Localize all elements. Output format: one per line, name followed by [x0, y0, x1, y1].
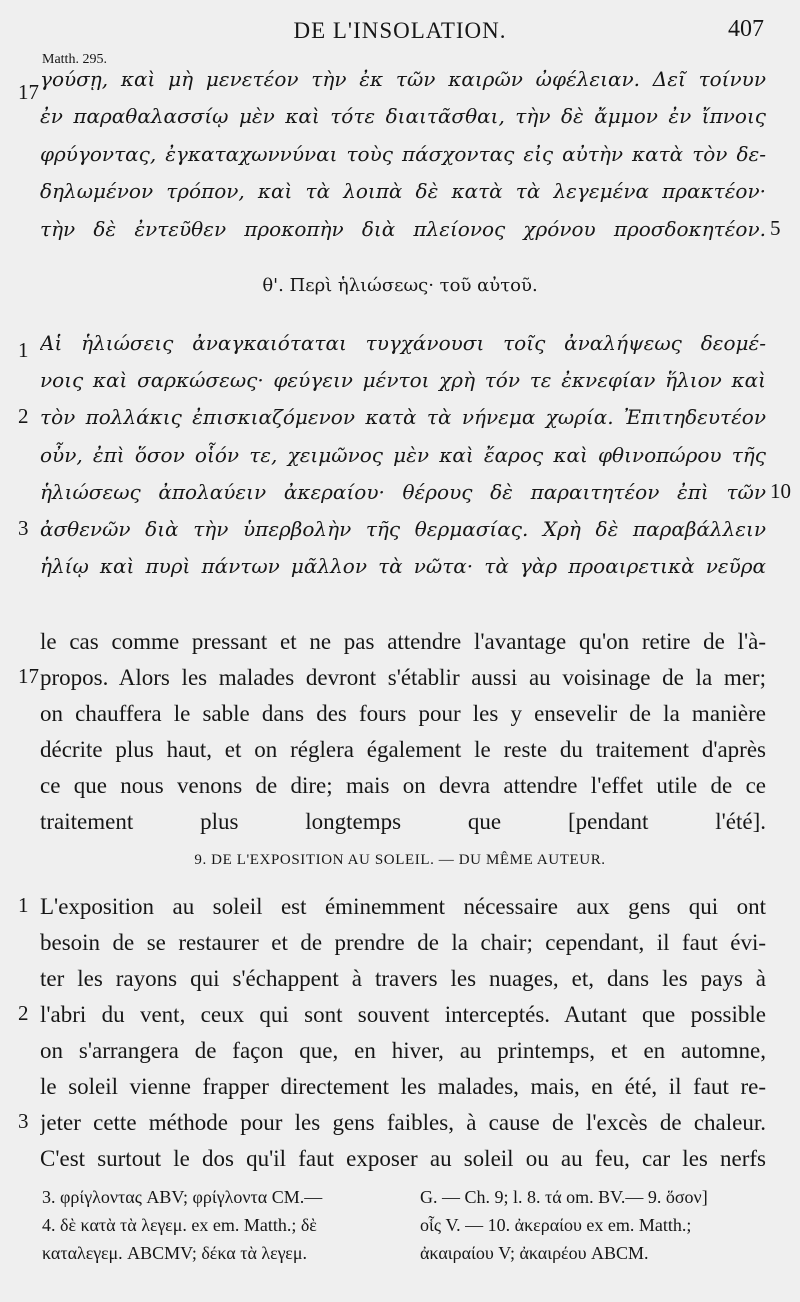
- french-line: l'abri du vent, ceux qui sont souvent interceptés. Autant que possible: [40, 1002, 766, 1027]
- greek-line: φρύγοντας, ἐγκαταχωννύναι τοὺς πάσχοντας εἰς αὐτὴν κατὰ τὸν δε-: [40, 142, 766, 166]
- greek-line: Αἱ ἡλιώσεις ἀναγκαιόταται τυγχάνουσι τοῖς ἀναλήψεως δεομέ-: [40, 331, 766, 355]
- french-line: besoin de se restaurer et de prendre de la chair; cependant, il faut évi-: [40, 930, 766, 955]
- french-line: traitement plus longtemps que [pendant l'été].: [40, 809, 766, 834]
- french-line: ce que nous venons de dire; mais on devra attendre l'effet utile de ce: [40, 773, 766, 798]
- footnote-line: οἷς V. — 10. ἀκεραίου ex em. Matth.;: [420, 1215, 692, 1235]
- french-line: décrite plus haut, et on réglera également le reste du traitement d'après: [40, 737, 766, 762]
- footnote-line: 4. δὲ κατὰ τὰ λεγεμ. ex em. Matth.; δὲ: [42, 1215, 317, 1235]
- margin-line-number: 5: [770, 216, 781, 240]
- greek-line: ἡλιώσεως ἀπολαύειν ἀκεραίου· θέρους δὲ παραιτητέον ἐπὶ τῶν: [40, 480, 766, 504]
- margin-line-number: 2: [18, 404, 29, 428]
- margin-line-number: 1: [18, 338, 29, 362]
- greek-line: ἐν παραθαλασσίῳ μὲν καὶ τότε διαιτᾶσθαι, τὴν δὲ ἄμμον ἐν ἴπνοις: [40, 104, 766, 128]
- margin-line-number: 10: [770, 479, 791, 503]
- margin-line-number: 3: [18, 1109, 29, 1133]
- page-number: 407: [728, 16, 764, 42]
- french-line: C'est surtout le dos qu'il faut exposer au soleil ou au feu, car les nerfs: [40, 1146, 766, 1171]
- footnote-line: καταλεγεμ. ABCMV; δέκα τὰ λεγεμ.: [42, 1243, 308, 1263]
- greek-line: νοις καὶ σαρκώσεως· φεύγειν μέντοι χρὴ τόν τε ἐκνεφίαν ἥλιον καὶ: [40, 368, 766, 392]
- footnote-line: ἀκαιραίου V; ἀκαιρέου ABCM.: [420, 1243, 649, 1263]
- french-line: on chauffera le sable dans des fours pour les y ensevelir de la manière: [40, 701, 766, 726]
- margin-line-number: 3: [18, 516, 29, 540]
- french-line: ter les rayons qui s'échappent à travers les nuages, et, dans les pays à: [40, 966, 766, 991]
- greek-line: τὴν δὲ ἐντεῦθεν προκοπὴν διὰ πλείονος χρόνου προσδοκητέον.: [40, 217, 766, 241]
- french-line: L'exposition au soleil est éminemment nécessaire aux gens qui ont: [40, 894, 766, 919]
- greek-line: οὖν, ἐπὶ ὅσον οἷόν τε, χειμῶνος μὲν καὶ ἔαρος καὶ φθινοπώρου τῆς: [40, 443, 766, 467]
- greek-line: τὸν πολλάκις ἐπισκιαζόμενον κατὰ τὰ νήνεμα χωρία. Ἐπιτηδευτέον: [40, 405, 766, 429]
- greek-line: ἡλίῳ καὶ πυρὶ πάντων μᾶλλον τὰ νῶτα· τὰ γὰρ προαιρετικὰ νεῦρα: [40, 554, 766, 578]
- french-line: le soleil vienne frapper directement les malades, mais, en été, il faut re-: [40, 1074, 766, 1099]
- margin-line-number: 17: [18, 664, 39, 688]
- footnote-line: G. — Ch. 9; l. 8. τά om. BV.— 9. ὅσον]: [420, 1187, 708, 1207]
- margin-line-number: 17: [18, 80, 39, 104]
- french-line: on s'arrangera de façon que, en hiver, au printemps, et en automne,: [40, 1038, 766, 1063]
- matth-reference: Matth. 295.: [42, 52, 107, 67]
- french-line: jeter cette méthode pour les gens faibles, à cause de l'excès de chaleur.: [40, 1110, 766, 1135]
- french-line: propos. Alors les malades devront s'établir aussi au voisinage de la mer;: [40, 665, 766, 690]
- greek-section-heading: θ'. Περὶ ἡλιώσεως· τοῦ αὐτοῦ.: [262, 275, 538, 296]
- greek-line: ἀσθενῶν διὰ τὴν ὑπερβολὴν τῆς θερμασίας. Χρὴ δὲ παραβάλλειν: [40, 517, 766, 541]
- margin-line-number: 1: [18, 893, 29, 917]
- running-title: DE L'INSOLATION.: [293, 18, 507, 43]
- greek-line: δηλωμένον τρόπον, καὶ τὰ λοιπὰ δὲ κατὰ τὰ λεγεμένα πρακτέον·: [40, 179, 766, 203]
- margin-line-number: 2: [18, 1001, 29, 1025]
- french-line: le cas comme pressant et ne pas attendre l'avantage qu'on retire de l'à-: [40, 629, 766, 654]
- greek-line: γούσῃ, καὶ μὴ μενετέον τὴν ἐκ τῶν καιρῶν ὠφέλειαν. Δεῖ τοίνυν: [40, 67, 766, 91]
- footnote-line: 3. φρίγλοντας ABV; φρίγλοντα CM.—: [42, 1187, 323, 1207]
- french-section-heading: 9. DE L'EXPOSITION AU SOLEIL. — DU MÊME AUTEUR.: [194, 852, 606, 868]
